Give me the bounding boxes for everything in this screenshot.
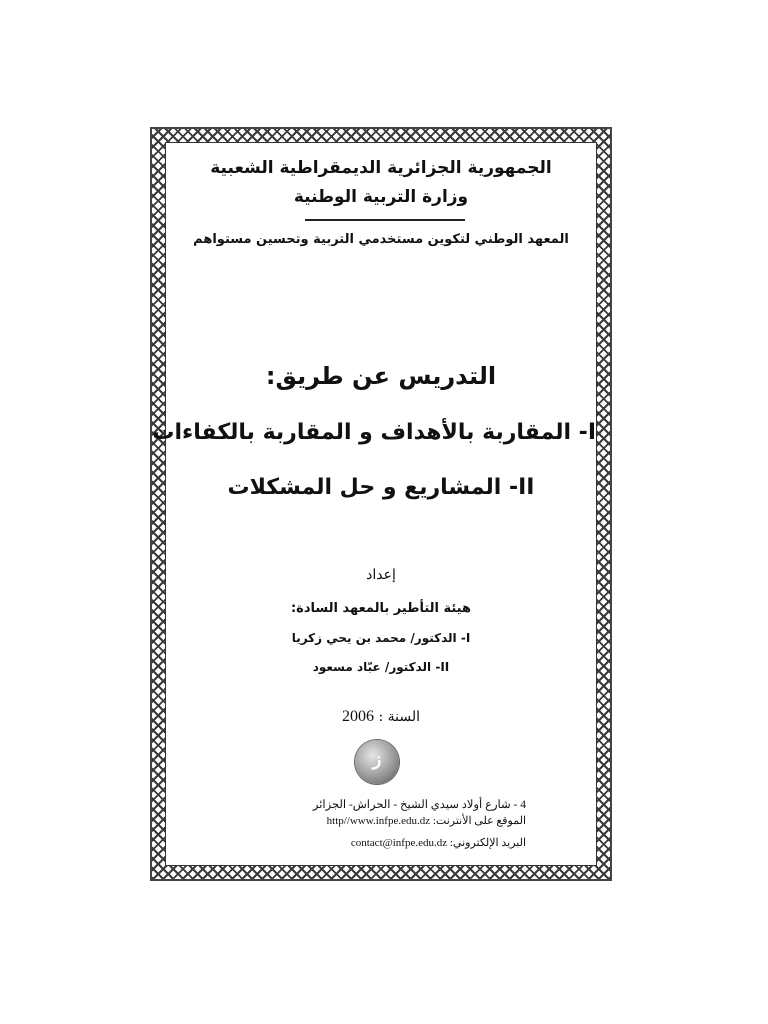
republic-heading: الجمهورية الجزائرية الديمقراطية الشعبية <box>210 158 552 178</box>
institute-address: 4 - شارع أولاد سيدي الشيخ - الحراش- الجزائر <box>312 799 526 811</box>
website-label: الموقع على الأنترنت: <box>432 815 526 827</box>
author-2: II- الدكتور/ عبّاد مسعود <box>312 660 450 674</box>
author-1: I- الدكتور/ محمد بن يحي زكريا <box>291 631 471 645</box>
email-label: البريد الإلكتروني: <box>449 837 526 849</box>
prepared-by-label: إعداد <box>366 567 396 583</box>
document-title: التدريس عن طريق: <box>265 362 497 390</box>
header-divider <box>305 219 465 221</box>
emblem-glyph: ز <box>372 749 382 770</box>
cover-page-content <box>152 142 597 866</box>
ministry-heading: وزارة التربية الوطنية <box>293 187 469 207</box>
year-value: 2006 <box>342 708 374 725</box>
title-part-2: II- المشاريع و حل المشكلات <box>227 475 535 500</box>
email-address[interactable]: contact@infpe.edu.dz <box>350 837 448 849</box>
website-url[interactable]: http//www.infpe.edu.dz <box>326 815 431 827</box>
decorative-border-frame <box>150 127 612 881</box>
institute-emblem-icon <box>355 740 399 784</box>
website-line <box>166 814 526 827</box>
institute-heading: المعهد الوطني لتكوين مستخدمي التربية وتحسين مستواهم <box>193 232 569 247</box>
staff-heading: هيئة التأطير بالمعهد السادة: <box>290 601 472 616</box>
year-label: السنة : <box>378 709 420 725</box>
publication-year <box>166 708 596 726</box>
title-part-1: I- المقاربة بالأهداف و المقاربة بالكفاءات <box>152 420 596 445</box>
email-line <box>166 836 526 849</box>
